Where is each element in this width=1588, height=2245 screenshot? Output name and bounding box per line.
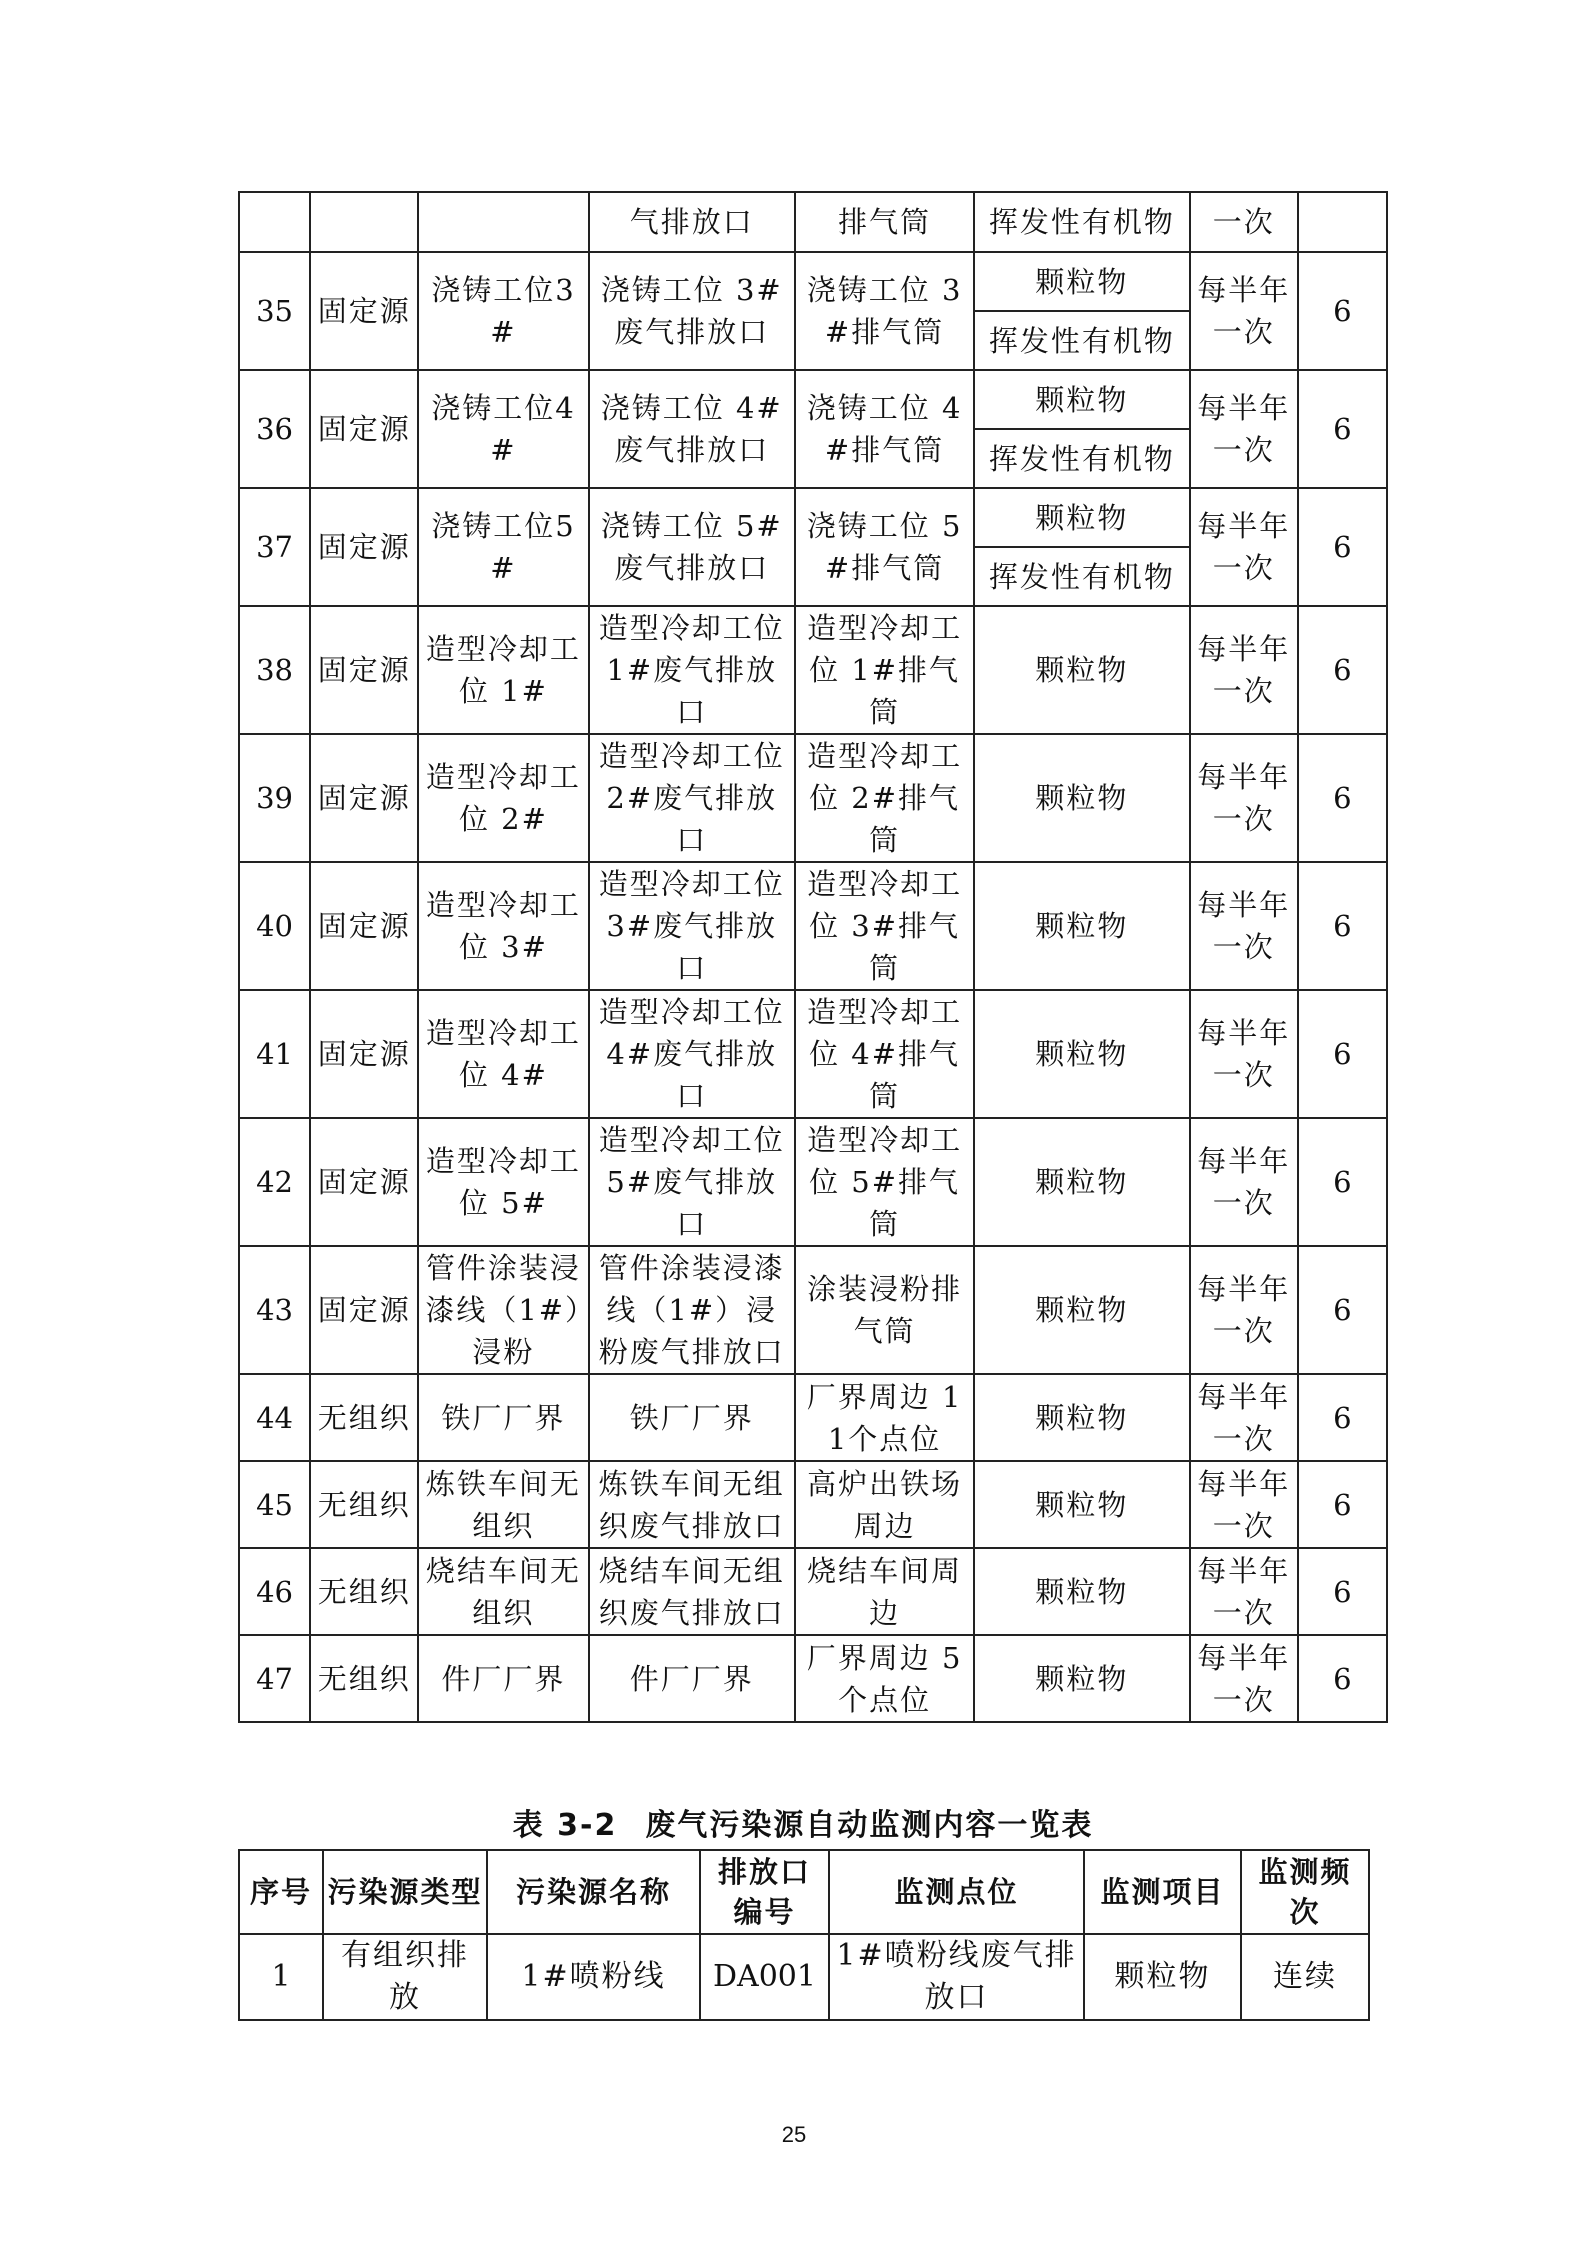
- cell-count: 6: [1298, 862, 1387, 990]
- cell-freq: 每半年一次: [1190, 862, 1298, 990]
- cell-item: 颗粒物: [974, 990, 1189, 1118]
- cell-count: 6: [1298, 606, 1387, 734]
- monitoring-table-continued: [238, 191, 1388, 1723]
- cell-item: 挥发性有机物: [974, 311, 1189, 370]
- cell-item: 挥发性有机物: [974, 547, 1189, 606]
- table-row: [239, 1118, 1387, 1246]
- cell-count: 6: [1298, 488, 1387, 606]
- column-header: 污染源类型: [323, 1850, 487, 1934]
- cell-no: 38: [239, 606, 310, 734]
- cell-freq: 每半年一次: [1190, 370, 1298, 488]
- cell-no: 37: [239, 488, 310, 606]
- column-header: 监测项目: [1084, 1850, 1241, 1934]
- cell-freq: 每半年一次: [1190, 1461, 1298, 1548]
- cell-point: 排气筒: [795, 192, 974, 252]
- table-row-continued: [239, 192, 1387, 252]
- cell-freq: 每半年一次: [1190, 734, 1298, 862]
- cell-freq: 每半年一次: [1190, 1635, 1298, 1722]
- table-row: [239, 370, 1387, 429]
- table-row: [239, 990, 1387, 1118]
- table-row: [239, 1548, 1387, 1635]
- cell-no: 42: [239, 1118, 310, 1246]
- cell-outlet: 炼铁车间无组织废气排放口: [589, 1461, 795, 1548]
- cell-outlet: 件厂厂界: [589, 1635, 795, 1722]
- cell-name: 铁厂厂界: [418, 1374, 588, 1461]
- cell-freq: 每半年一次: [1190, 990, 1298, 1118]
- cell-count: 6: [1298, 1374, 1387, 1461]
- cell-outlet: 造型冷却工位3#废气排放口: [589, 862, 795, 990]
- cell-outlet: 造型冷却工位2#废气排放口: [589, 734, 795, 862]
- cell-no: 1: [239, 1934, 323, 2020]
- cell-name: 件厂厂界: [418, 1635, 588, 1722]
- cell-empty: [239, 192, 310, 252]
- cell-item: 颗粒物: [974, 862, 1189, 990]
- cell-point: 涂装浸粉排气筒: [795, 1246, 974, 1374]
- cell-item: 挥发性有机物: [974, 429, 1189, 488]
- cell-name: 浇铸工位5#: [418, 488, 588, 606]
- cell-no: 40: [239, 862, 310, 990]
- column-header: 排放口编号: [700, 1850, 829, 1934]
- cell-type: 固定源: [310, 734, 418, 862]
- cell-point: 浇铸工位 5#排气筒: [795, 488, 974, 606]
- cell-outlet: 管件涂装浸漆线（1#）浸粉废气排放口: [589, 1246, 795, 1374]
- cell-item: 挥发性有机物: [974, 192, 1189, 252]
- cell-point: 造型冷却工位 1#排气筒: [795, 606, 974, 734]
- cell-name: 造型冷却工位 3#: [418, 862, 588, 990]
- cell-freq: 每半年一次: [1190, 1118, 1298, 1246]
- cell-empty: [310, 192, 418, 252]
- cell-freq: 每半年一次: [1190, 252, 1298, 370]
- cell-outlet: 造型冷却工位1#废气排放口: [589, 606, 795, 734]
- cell-name: 造型冷却工位 4#: [418, 990, 588, 1118]
- cell-no: 45: [239, 1461, 310, 1548]
- cell-point: 高炉出铁场周边: [795, 1461, 974, 1548]
- table-row: [239, 1461, 1387, 1548]
- cell-no: 46: [239, 1548, 310, 1635]
- cell-count: 6: [1298, 370, 1387, 488]
- cell-type: 无组织: [310, 1461, 418, 1548]
- cell-name: 烧结车间无组织: [418, 1548, 588, 1635]
- cell-no: 36: [239, 370, 310, 488]
- cell-code: DA001: [700, 1934, 829, 2020]
- table-caption: [238, 1800, 1368, 1844]
- cell-name: 浇铸工位3#: [418, 252, 588, 370]
- cell-empty: [418, 192, 588, 252]
- cell-outlet: 气排放口: [589, 192, 795, 252]
- table-row: [239, 862, 1387, 990]
- cell-item: 颗粒物: [974, 1374, 1189, 1461]
- column-header: 监测点位: [829, 1850, 1084, 1934]
- cell-item: 颗粒物: [974, 606, 1189, 734]
- cell-freq: 每半年一次: [1190, 1374, 1298, 1461]
- cell-item: 颗粒物: [974, 1635, 1189, 1722]
- cell-type: 固定源: [310, 606, 418, 734]
- cell-item: 颗粒物: [974, 488, 1189, 547]
- table-row: [239, 1246, 1387, 1374]
- cell-count: 6: [1298, 1461, 1387, 1548]
- cell-name: 浇铸工位4#: [418, 370, 588, 488]
- column-header: 污染源名称: [487, 1850, 700, 1934]
- cell-no: 43: [239, 1246, 310, 1374]
- cell-type: 无组织: [310, 1548, 418, 1635]
- cell-freq: 连续: [1241, 1934, 1369, 2020]
- cell-outlet: 铁厂厂界: [589, 1374, 795, 1461]
- cell-outlet: 浇铸工位 5#废气排放口: [589, 488, 795, 606]
- table-row: [239, 734, 1387, 862]
- table-row: [239, 1934, 1369, 2020]
- cell-freq: 每半年一次: [1190, 606, 1298, 734]
- table-row: [239, 1635, 1387, 1722]
- cell-type: 固定源: [310, 252, 418, 370]
- cell-outlet: 浇铸工位 4#废气排放口: [589, 370, 795, 488]
- cell-type: 有组织排放: [323, 1934, 487, 2020]
- cell-type: 固定源: [310, 370, 418, 488]
- cell-item: 颗粒物: [1084, 1934, 1241, 2020]
- caption-label: 表 3-2: [512, 1808, 618, 1843]
- cell-name: 造型冷却工位 1#: [418, 606, 588, 734]
- cell-outlet: 造型冷却工位5#废气排放口: [589, 1118, 795, 1246]
- cell-type: 固定源: [310, 990, 418, 1118]
- cell-point: 造型冷却工位 5#排气筒: [795, 1118, 974, 1246]
- cell-outlet: 浇铸工位 3#废气排放口: [589, 252, 795, 370]
- cell-no: 44: [239, 1374, 310, 1461]
- page-number: 25: [781, 2122, 807, 2147]
- cell-no: 35: [239, 252, 310, 370]
- cell-count: 6: [1298, 252, 1387, 370]
- cell-count: 6: [1298, 1246, 1387, 1374]
- cell-item: 颗粒物: [974, 1548, 1189, 1635]
- cell-point: 造型冷却工位 3#排气筒: [795, 862, 974, 990]
- cell-no: 47: [239, 1635, 310, 1722]
- table-header-row: [239, 1850, 1369, 1934]
- cell-no: 39: [239, 734, 310, 862]
- cell-name: 1#喷粉线: [487, 1934, 700, 2020]
- column-header: 监测频次: [1241, 1850, 1369, 1934]
- table-row: [239, 1374, 1387, 1461]
- cell-point: 造型冷却工位 2#排气筒: [795, 734, 974, 862]
- cell-name: 造型冷却工位 5#: [418, 1118, 588, 1246]
- cell-type: 固定源: [310, 1246, 418, 1374]
- cell-item: 颗粒物: [974, 734, 1189, 862]
- cell-item: 颗粒物: [974, 370, 1189, 429]
- cell-outlet: 烧结车间无组织废气排放口: [589, 1548, 795, 1635]
- cell-name: 管件涂装浸漆线（1#）浸粉: [418, 1246, 588, 1374]
- cell-item: 颗粒物: [974, 1118, 1189, 1246]
- cell-point: 厂界周边 11个点位: [795, 1374, 974, 1461]
- cell-point: 浇铸工位 4#排气筒: [795, 370, 974, 488]
- cell-freq: 每半年一次: [1190, 488, 1298, 606]
- cell-no: 41: [239, 990, 310, 1118]
- table-row: [239, 488, 1387, 547]
- cell-item: 颗粒物: [974, 1461, 1189, 1548]
- cell-type: 无组织: [310, 1374, 418, 1461]
- cell-name: 炼铁车间无组织: [418, 1461, 588, 1548]
- cell-count: 6: [1298, 1548, 1387, 1635]
- cell-item: 颗粒物: [974, 252, 1189, 311]
- cell-freq: 每半年一次: [1190, 1246, 1298, 1374]
- cell-point: 浇铸工位 3#排气筒: [795, 252, 974, 370]
- cell-outlet: 造型冷却工位4#废气排放口: [589, 990, 795, 1118]
- cell-item: 颗粒物: [974, 1246, 1189, 1374]
- cell-point: 烧结车间周边: [795, 1548, 974, 1635]
- table-row: [239, 606, 1387, 734]
- auto-monitoring-table: [238, 1849, 1370, 2021]
- cell-freq: 每半年一次: [1190, 1548, 1298, 1635]
- caption-title: 废气污染源自动监测内容一览表: [645, 1808, 1094, 1843]
- cell-count: 6: [1298, 1635, 1387, 1722]
- cell-count: 6: [1298, 734, 1387, 862]
- cell-type: 固定源: [310, 862, 418, 990]
- cell-point: 造型冷却工位 4#排气筒: [795, 990, 974, 1118]
- cell-point: 1#喷粉线废气排放口: [829, 1934, 1084, 2020]
- cell-point: 厂界周边 5个点位: [795, 1635, 974, 1722]
- cell-count: 6: [1298, 990, 1387, 1118]
- table-row: [239, 252, 1387, 311]
- column-header: 序号: [239, 1850, 323, 1934]
- cell-name: 造型冷却工位 2#: [418, 734, 588, 862]
- cell-freq: 一次: [1190, 192, 1298, 252]
- cell-type: 固定源: [310, 488, 418, 606]
- cell-empty: [1298, 192, 1387, 252]
- cell-type: 固定源: [310, 1118, 418, 1246]
- cell-count: 6: [1298, 1118, 1387, 1246]
- cell-type: 无组织: [310, 1635, 418, 1722]
